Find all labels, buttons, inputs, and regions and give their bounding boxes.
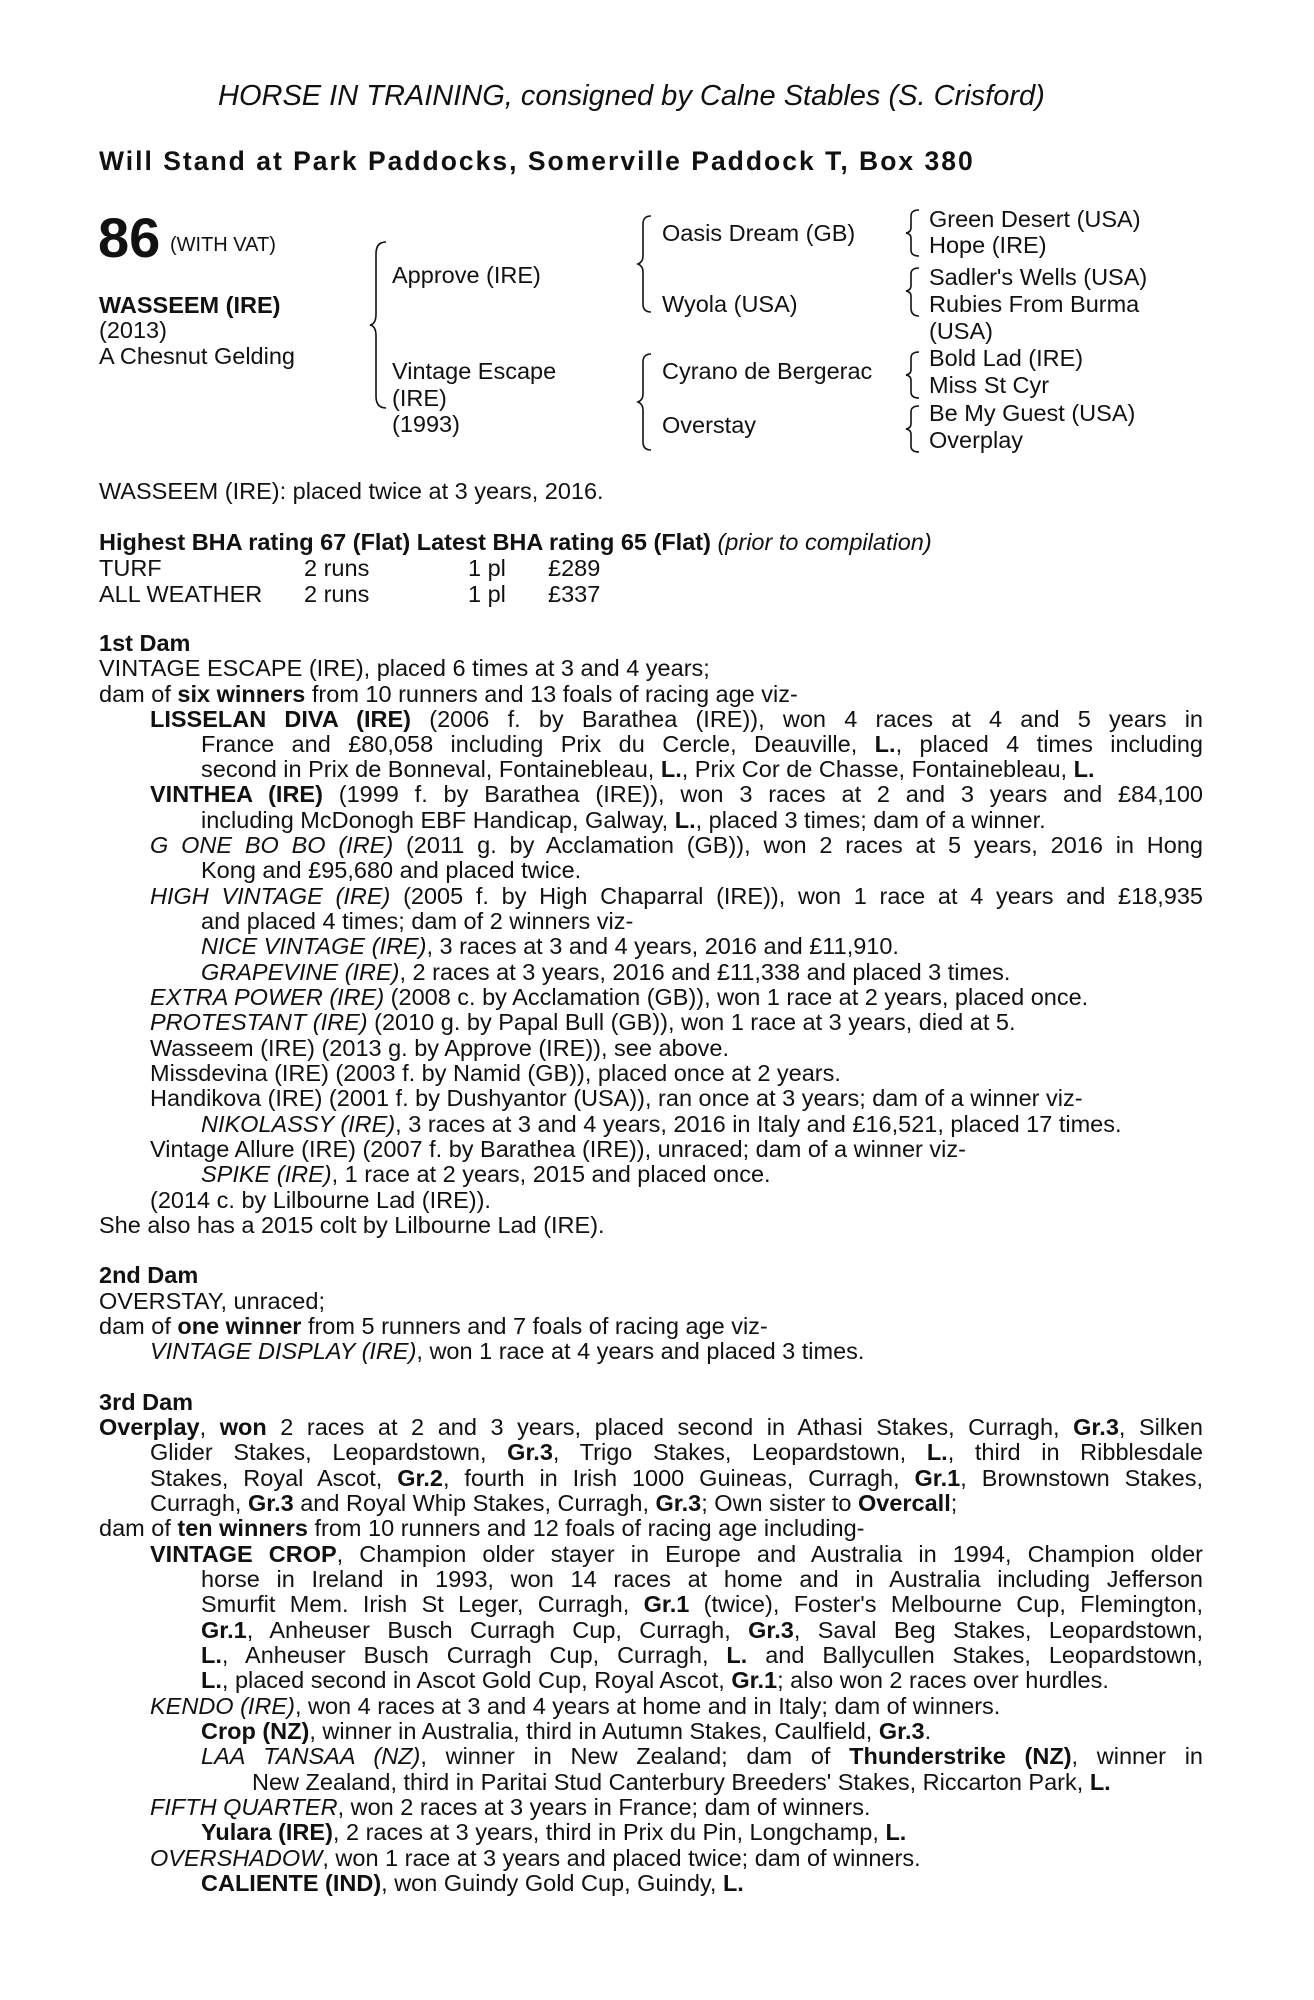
produce-entry: (2014 c. by Lilbourne Lad (IRE)). bbox=[150, 1187, 491, 1213]
text-run: , 3 races at 3 and 4 years, 2016 in Italy and £16,521, placed 17 times. bbox=[395, 1111, 1122, 1137]
stat-runs: 2 runs bbox=[304, 555, 370, 581]
text-run: , Anheuser Busch Curragh Cup, Curragh, bbox=[246, 1617, 749, 1643]
produce-entry bbox=[150, 1010, 1016, 1035]
produce-entry-cont bbox=[201, 1618, 1203, 1643]
text-run: L. bbox=[885, 1819, 907, 1845]
stand-location: Will Stand at Park Paddocks, Somerville Paddock T, Box 380 bbox=[99, 146, 975, 176]
text-run: , 2 races at 3 years, third in Prix du Pin, Longchamp, bbox=[332, 1819, 886, 1845]
text-run: Gr.3 bbox=[247, 1490, 294, 1516]
horse-name: WASSEEM (IRE) bbox=[99, 292, 281, 318]
lot-number: 86 bbox=[98, 206, 161, 269]
text-run: GRAPEVINE (IRE) bbox=[201, 959, 400, 985]
produce-entry: Vintage Allure (IRE) (2007 f. by Barathea (IRE)), unraced; dam of a winner viz- bbox=[150, 1136, 966, 1162]
produce-entry: Handikova (IRE) (2001 f. by Dushyantor (USA)), ran once at 3 years; dam of a winner viz- bbox=[150, 1085, 1083, 1111]
grand-produce-entry-cont bbox=[252, 1770, 1111, 1795]
text-run: Thunderstrike (NZ) bbox=[849, 1743, 1072, 1769]
text-run: VINTAGE CROP bbox=[150, 1541, 337, 1567]
text-run: dam of bbox=[99, 1515, 178, 1541]
dam-line: VINTAGE ESCAPE (IRE), placed 6 times at 3 and 4 years; bbox=[99, 655, 710, 681]
text-run: L. bbox=[674, 807, 696, 833]
pedigree-sss: Green Desert (USA) bbox=[929, 206, 1141, 232]
pedigree-sire-dam: Wyola (USA) bbox=[662, 291, 798, 317]
produce-entry-cont bbox=[201, 1643, 1203, 1668]
pedigree-dsd: Miss St Cyr bbox=[929, 372, 1050, 398]
text-run: ; bbox=[950, 1490, 958, 1516]
dam-line-cont bbox=[150, 1466, 1203, 1491]
text-run: from 10 runners and 13 foals of racing age viz- bbox=[305, 681, 798, 707]
pedigree-brace-main bbox=[368, 240, 390, 410]
pedigree-sds: Sadler's Wells (USA) bbox=[929, 264, 1148, 290]
text-run: Overplay bbox=[99, 1414, 200, 1440]
bha-rating-note: (prior to compilation) bbox=[717, 529, 932, 555]
text-run: CALIENTE (IND) bbox=[201, 1870, 382, 1896]
text-run: (2010 g. by Papal Bull (GB)), won 1 race at 3 years, died at 5. bbox=[367, 1009, 1016, 1035]
produce-entry-cont bbox=[201, 732, 1203, 757]
text-run: Gr.3 bbox=[748, 1617, 794, 1643]
text-run: L. bbox=[726, 1642, 748, 1668]
pedigree-sire-sire: Oasis Dream (GB) bbox=[662, 220, 856, 246]
stat-surface: TURF bbox=[99, 555, 162, 581]
produce-entry-cont: Kong and £95,680 and placed twice. bbox=[201, 857, 582, 883]
text-run: and Ballycullen Stakes, Leopardstown, bbox=[747, 1642, 1203, 1668]
race-summary: WASSEEM (IRE): placed twice at 3 years, 2016. bbox=[99, 478, 604, 504]
grand-produce-entry bbox=[201, 1871, 744, 1896]
pedigree-dds: Be My Guest (USA) bbox=[929, 400, 1136, 426]
text-run: , fourth in Irish 1000 Guineas, Curragh, bbox=[442, 1465, 915, 1491]
text-run: (2005 f. by High Chaparral (IRE)), won 1 race at 4 years and £18,935 bbox=[390, 883, 1204, 909]
text-run: , 1 race at 2 years, 2015 and placed once. bbox=[331, 1161, 771, 1187]
pedigree-dam-sire: Cyrano de Bergerac bbox=[662, 358, 873, 384]
text-run: , Champion older stayer in Europe and Australia in 1994, Champion older bbox=[336, 1541, 1203, 1567]
produce-entry-cont: and placed 4 times; dam of 2 winners viz- bbox=[201, 908, 634, 934]
text-run: dam of bbox=[99, 1313, 178, 1339]
text-run: Gr.1 bbox=[914, 1465, 961, 1491]
pedigree-dam-line-1: Vintage Escape bbox=[392, 358, 557, 384]
pedigree-dam-dam: Overstay bbox=[662, 412, 757, 438]
text-run: NICE VINTAGE (IRE) bbox=[201, 933, 427, 959]
bha-rating-text: Highest BHA rating 67 (Flat) Latest BHA rating 65 (Flat) bbox=[99, 529, 711, 555]
stat-placed: 1 pl bbox=[468, 581, 506, 607]
text-run: (twice), Foster's Melbourne Cup, Flemington, bbox=[689, 1591, 1203, 1617]
text-run: VINTAGE DISPLAY (IRE) bbox=[150, 1338, 417, 1364]
text-run: , bbox=[199, 1414, 220, 1440]
text-run: six winners bbox=[177, 681, 306, 707]
pedigree-sire: Approve (IRE) bbox=[392, 262, 541, 288]
pedigree-brace-dam bbox=[636, 352, 654, 452]
dam-line: She also has a 2015 colt by Lilbourne Lad (IRE). bbox=[99, 1212, 605, 1238]
text-run: (2008 c. by Acclamation (GB)), won 1 race at 2 years, placed once. bbox=[384, 984, 1089, 1010]
text-run: L. bbox=[874, 731, 896, 757]
text-run: , placed second in Ascot Gold Cup, Royal Ascot, bbox=[221, 1667, 732, 1693]
text-run: , 3 races at 3 and 4 years, 2016 and £11,910. bbox=[426, 933, 899, 959]
section-heading: 3rd Dam bbox=[99, 1389, 194, 1415]
text-run: 2 races at 2 and 3 years, placed second in Athasi Stakes, Curragh, bbox=[266, 1414, 1074, 1440]
produce-entry-cont bbox=[201, 1668, 1109, 1693]
produce-entry bbox=[150, 1694, 1000, 1719]
text-run: Gr.1 bbox=[201, 1617, 247, 1643]
text-run: PROTESTANT (IRE) bbox=[150, 1009, 368, 1035]
text-run: , Silken bbox=[1118, 1414, 1203, 1440]
page-title: HORSE IN TRAINING, consigned by Calne Stables (S. Crisford) bbox=[218, 80, 1045, 112]
text-run: Curragh, bbox=[150, 1490, 248, 1516]
text-run: . bbox=[924, 1718, 932, 1744]
text-run: France and £80,058 including Prix du Cercle, Deauville, bbox=[201, 731, 875, 757]
text-run: ; Own sister to bbox=[701, 1490, 858, 1516]
text-run: ten winners bbox=[177, 1515, 308, 1541]
produce-entry bbox=[150, 1795, 870, 1820]
text-run: , Anheuser Busch Curragh Cup, Curragh, bbox=[221, 1642, 727, 1668]
text-run: L. bbox=[722, 1870, 744, 1896]
text-run: KENDO (IRE) bbox=[150, 1693, 295, 1719]
text-run: and Royal Whip Stakes, Curragh, bbox=[293, 1490, 656, 1516]
text-run: Gr.2 bbox=[397, 1465, 443, 1491]
dam-line bbox=[99, 1415, 1203, 1440]
text-run: , won 1 race at 3 years and placed twice; dam of winners. bbox=[322, 1845, 921, 1871]
text-run: Gr.3 bbox=[1073, 1414, 1119, 1440]
text-run: one winner bbox=[177, 1313, 302, 1339]
produce-entry bbox=[150, 833, 1203, 858]
text-run: from 5 runners and 7 foals of racing age viz- bbox=[301, 1313, 768, 1339]
stat-runs: 2 runs bbox=[304, 581, 370, 607]
grand-produce-entry bbox=[201, 960, 1010, 985]
text-run: L. bbox=[926, 1439, 948, 1465]
grand-produce-entry bbox=[201, 1719, 931, 1744]
pedigree-ddd: Overplay bbox=[929, 427, 1024, 453]
text-run: FIFTH QUARTER bbox=[150, 1794, 338, 1820]
text-run: EXTRA POWER (IRE) bbox=[150, 984, 385, 1010]
text-run: L. bbox=[201, 1667, 222, 1693]
text-run: Stakes, Royal Ascot, bbox=[150, 1465, 398, 1491]
text-run: L. bbox=[1089, 1769, 1111, 1795]
pedigree-brace-sd bbox=[904, 266, 922, 318]
produce-entry: Wasseem (IRE) (2013 g. by Approve (IRE)), see above. bbox=[150, 1035, 730, 1061]
text-run: HIGH VINTAGE (IRE) bbox=[150, 883, 391, 909]
text-run: VINTHEA (IRE) bbox=[150, 781, 323, 807]
grand-produce-entry bbox=[201, 1162, 771, 1187]
text-run: second in Prix de Bonneval, Fontainebleau, bbox=[201, 756, 661, 782]
produce-entry-cont: horse in Ireland in 1993, won 14 races at home and in Australia including Jefferson bbox=[201, 1566, 1203, 1592]
text-run: Gr.3 bbox=[655, 1490, 702, 1516]
text-run: Smurfit Mem. Irish St Leger, Curragh, bbox=[201, 1591, 644, 1617]
text-run: won bbox=[219, 1414, 267, 1440]
text-run: , won 2 races at 3 years in France; dam of winners. bbox=[337, 1794, 871, 1820]
text-run: NIKOLASSY (IRE) bbox=[201, 1111, 396, 1137]
pedigree-brace-ds bbox=[904, 350, 922, 400]
text-run: SPIKE (IRE) bbox=[201, 1161, 332, 1187]
text-run: Glider Stakes, Leopardstown, bbox=[150, 1439, 508, 1465]
text-run: including McDonogh EBF Handicap, Galway, bbox=[201, 807, 675, 833]
text-run: Gr.1 bbox=[731, 1667, 778, 1693]
text-run: L. bbox=[660, 756, 682, 782]
produce-entry-cont bbox=[201, 757, 1095, 782]
pedigree-dam-line-3: (1993) bbox=[392, 411, 460, 437]
text-run: Gr.3 bbox=[507, 1439, 553, 1465]
text-run: , won 1 race at 4 years and placed 3 times. bbox=[416, 1338, 865, 1364]
section-heading: 2nd Dam bbox=[99, 1262, 199, 1288]
foaling-year: (2013) bbox=[99, 317, 167, 343]
produce-entry bbox=[150, 782, 1203, 807]
produce-entry: Missdevina (IRE) (2003 f. by Namid (GB)), placed once at 2 years. bbox=[150, 1060, 841, 1086]
text-run: Yulara (IRE) bbox=[201, 1819, 333, 1845]
produce-entry bbox=[150, 707, 1203, 732]
text-run: Crop (NZ) bbox=[201, 1718, 310, 1744]
text-run: LISSELAN DIVA (IRE) bbox=[150, 706, 412, 732]
text-run: , placed 3 times; dam of a winner. bbox=[695, 807, 1046, 833]
produce-entry bbox=[150, 884, 1203, 909]
text-run: Overcall bbox=[857, 1490, 951, 1516]
horse-description: A Chesnut Gelding bbox=[99, 343, 295, 369]
vat-note: (WITH VAT) bbox=[170, 234, 276, 256]
text-run: , won 4 races at 3 and 4 years at home and in Italy; dam of winners. bbox=[294, 1693, 1001, 1719]
grand-produce-entry bbox=[201, 1820, 906, 1845]
text-run: ; also won 2 races over hurdles. bbox=[777, 1667, 1109, 1693]
pedigree-brace-ss bbox=[904, 208, 922, 258]
text-run: (1999 f. by Barathea (IRE)), won 3 races at 2 and 3 years and £84,100 bbox=[322, 781, 1203, 807]
dam-line-cont bbox=[150, 1491, 957, 1516]
text-run: from 10 runners and 12 foals of racing age including- bbox=[307, 1515, 865, 1541]
produce-entry bbox=[150, 1846, 921, 1871]
dam-line bbox=[99, 1314, 768, 1339]
produce-entry-cont bbox=[201, 808, 1046, 833]
text-run: (2011 g. by Acclamation (GB)), won 2 races at 5 years, 2016 in Hong bbox=[393, 832, 1203, 858]
text-run: , winner in Australia, third in Autumn Stakes, Caulfield, bbox=[309, 1718, 879, 1744]
stat-surface: ALL WEATHER bbox=[99, 581, 263, 607]
pedigree-brace-dd bbox=[904, 404, 922, 454]
text-run: , Brownstown Stakes, bbox=[960, 1465, 1203, 1491]
text-run: New Zealand, third in Paritai Stud Canterbury Breeders' Stakes, Riccarton Park, bbox=[252, 1769, 1090, 1795]
grand-produce-entry bbox=[201, 1112, 1122, 1137]
text-run: , winner in bbox=[1071, 1743, 1203, 1769]
text-run: , winner in New Zealand; dam of bbox=[420, 1743, 850, 1769]
pedigree-sdd-2: (USA) bbox=[929, 318, 993, 344]
dam-line bbox=[99, 682, 798, 707]
text-run: LAA TANSAA (NZ) bbox=[201, 1743, 421, 1769]
text-run: Gr.1 bbox=[643, 1591, 690, 1617]
pedigree-dss: Bold Lad (IRE) bbox=[929, 345, 1084, 371]
stat-prize: £289 bbox=[548, 555, 601, 581]
pedigree-ssd: Hope (IRE) bbox=[929, 232, 1047, 258]
produce-entry bbox=[150, 1339, 864, 1364]
produce-entry bbox=[150, 1542, 1203, 1567]
text-run: , third in Ribblesdale bbox=[947, 1439, 1203, 1465]
text-run: , placed 4 times including bbox=[895, 731, 1204, 757]
bha-rating bbox=[99, 530, 932, 555]
text-run: L. bbox=[1073, 756, 1095, 782]
dam-line bbox=[99, 1516, 864, 1541]
grand-produce-entry bbox=[201, 1744, 1203, 1769]
text-run: , 2 races at 3 years, 2016 and £11,338 and placed 3 times. bbox=[399, 959, 1011, 985]
produce-entry-cont bbox=[201, 1592, 1203, 1617]
pedigree-brace-sire bbox=[636, 214, 654, 314]
text-run: Gr.3 bbox=[878, 1718, 925, 1744]
produce-entry bbox=[150, 985, 1088, 1010]
pedigree-sdd-1: Rubies From Burma bbox=[929, 291, 1140, 317]
stat-placed: 1 pl bbox=[468, 555, 506, 581]
text-run: , Saval Beg Stakes, Leopardstown, bbox=[793, 1617, 1204, 1643]
grand-produce-entry bbox=[201, 934, 899, 959]
stat-prize: £337 bbox=[548, 581, 601, 607]
dam-line: OVERSTAY, unraced; bbox=[99, 1288, 325, 1314]
text-run: dam of bbox=[99, 681, 178, 707]
dam-line-cont bbox=[150, 1440, 1203, 1465]
text-run: OVERSHADOW bbox=[150, 1845, 323, 1871]
text-run: , Prix Cor de Chasse, Fontainebleau, bbox=[681, 756, 1074, 782]
pedigree-dam-line-2: (IRE) bbox=[392, 385, 447, 411]
section-heading: 1st Dam bbox=[99, 630, 191, 656]
text-run: , won Guindy Gold Cup, Guindy, bbox=[381, 1870, 723, 1896]
text-run: , Trigo Stakes, Leopardstown, bbox=[552, 1439, 927, 1465]
text-run: G ONE BO BO (IRE) bbox=[150, 832, 394, 858]
text-run: (2006 f. by Barathea (IRE)), won 4 races at 4 and 5 years in bbox=[411, 706, 1204, 732]
text-run: L. bbox=[201, 1642, 222, 1668]
